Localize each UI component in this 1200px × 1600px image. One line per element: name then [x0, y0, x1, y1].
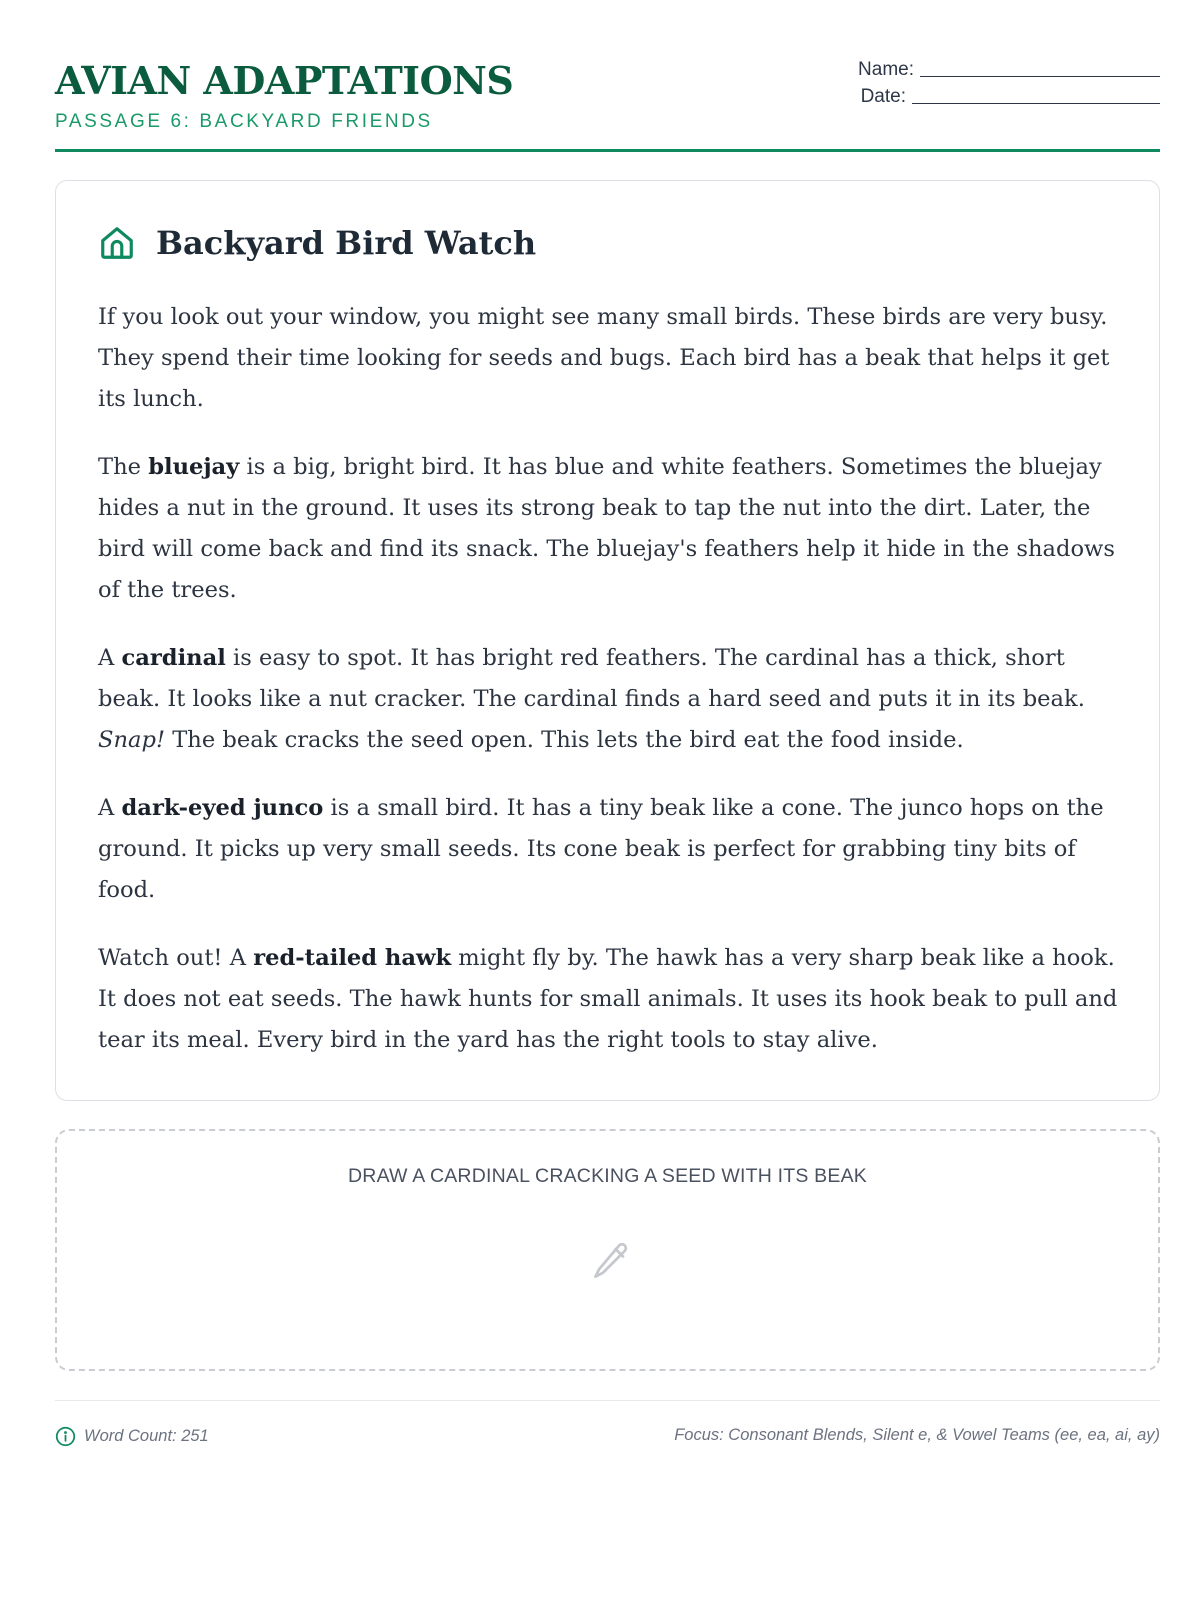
passage-paragraph — [98, 938, 1128, 1061]
pencil-icon — [589, 1239, 633, 1283]
focus-skills: Focus: Consonant Blends, Silent e, & Vowel Teams (ee, ea, ai, ay) — [674, 1426, 1160, 1444]
card-header — [98, 221, 536, 265]
page-footer — [55, 1400, 1160, 1445]
date-row — [850, 81, 1160, 108]
paragraph-text: is a big, bright bird. It has blue and white feathers. Sometimes the bluejay hides a nut in the ground. It uses its strong beak to tap the nut into the dirt. Later, the bird will come back and find its snack. The bluejay's feathers help it hide in the shadows of the trees. — [98, 454, 1115, 603]
paragraph-text: The — [98, 454, 149, 480]
key-term: cardinal — [121, 645, 226, 671]
page-title: AVIAN ADAPTATIONS — [55, 58, 514, 103]
word-count-text: Word Count: 251 — [84, 1427, 209, 1445]
reading-card — [55, 180, 1160, 1101]
key-term: red-tailed hawk — [253, 945, 452, 971]
paragraph-text: Watch out! A — [98, 945, 254, 971]
home-icon — [98, 224, 136, 262]
paragraph-text: The beak cracks the seed open. This lets the bird eat the food inside. — [165, 727, 964, 753]
paragraph-text: A — [98, 795, 122, 821]
name-row — [850, 54, 1160, 81]
date-field[interactable] — [912, 83, 1160, 104]
paragraph-text: If you look out your window, you might see many small birds. These birds are very busy. They spend their time looking for seeds and bugs. Each bird has a beak that helps it get its lunch. — [98, 304, 1110, 412]
name-label: Name: — [858, 59, 914, 80]
card-title: Backyard Bird Watch — [156, 224, 537, 262]
worksheet-header — [55, 0, 1160, 152]
emphasis-text: Snap! — [98, 727, 166, 753]
paragraph-text: is easy to spot. It has bright red feathers. The cardinal has a thick, short beak. It looks like a nut cracker. The cardinal finds a hard seed and puts it in its beak. — [98, 645, 1085, 712]
passage-paragraph — [98, 788, 1128, 911]
passage-subtitle: PASSAGE 6: BACKYARD FRIENDS — [55, 111, 433, 132]
paragraph-text: might fly by. The hawk has a very sharp beak like a hook. It does not eat seeds. The hawk hunts for small animals. It uses its hook beak to pull and tear its meal. Every bird in the yard has the right tools to stay alive. — [98, 945, 1118, 1053]
key-term: dark-eyed junco — [121, 795, 324, 821]
info-icon — [55, 1426, 76, 1447]
student-info — [850, 54, 1160, 108]
passage-paragraph — [98, 447, 1128, 611]
drawing-prompt: DRAW A CARDINAL CRACKING A SEED WITH ITS BEAK — [348, 1165, 867, 1187]
paragraph-text: A — [98, 645, 122, 671]
worksheet-page — [55, 0, 1160, 1445]
passage-paragraph — [98, 638, 1128, 761]
word-count — [55, 1426, 209, 1447]
drawing-area[interactable] — [55, 1129, 1160, 1371]
paragraph-text: is a small bird. It has a tiny beak like a cone. The junco hops on the ground. It picks up very small seeds. Its cone beak is perfect for grabbing tiny bits of food. — [98, 795, 1104, 903]
name-field[interactable] — [920, 56, 1160, 77]
key-term: bluejay — [148, 454, 240, 480]
passage-paragraph — [98, 297, 1128, 420]
passage-text — [98, 297, 1128, 1088]
date-label: Date: — [860, 86, 906, 107]
